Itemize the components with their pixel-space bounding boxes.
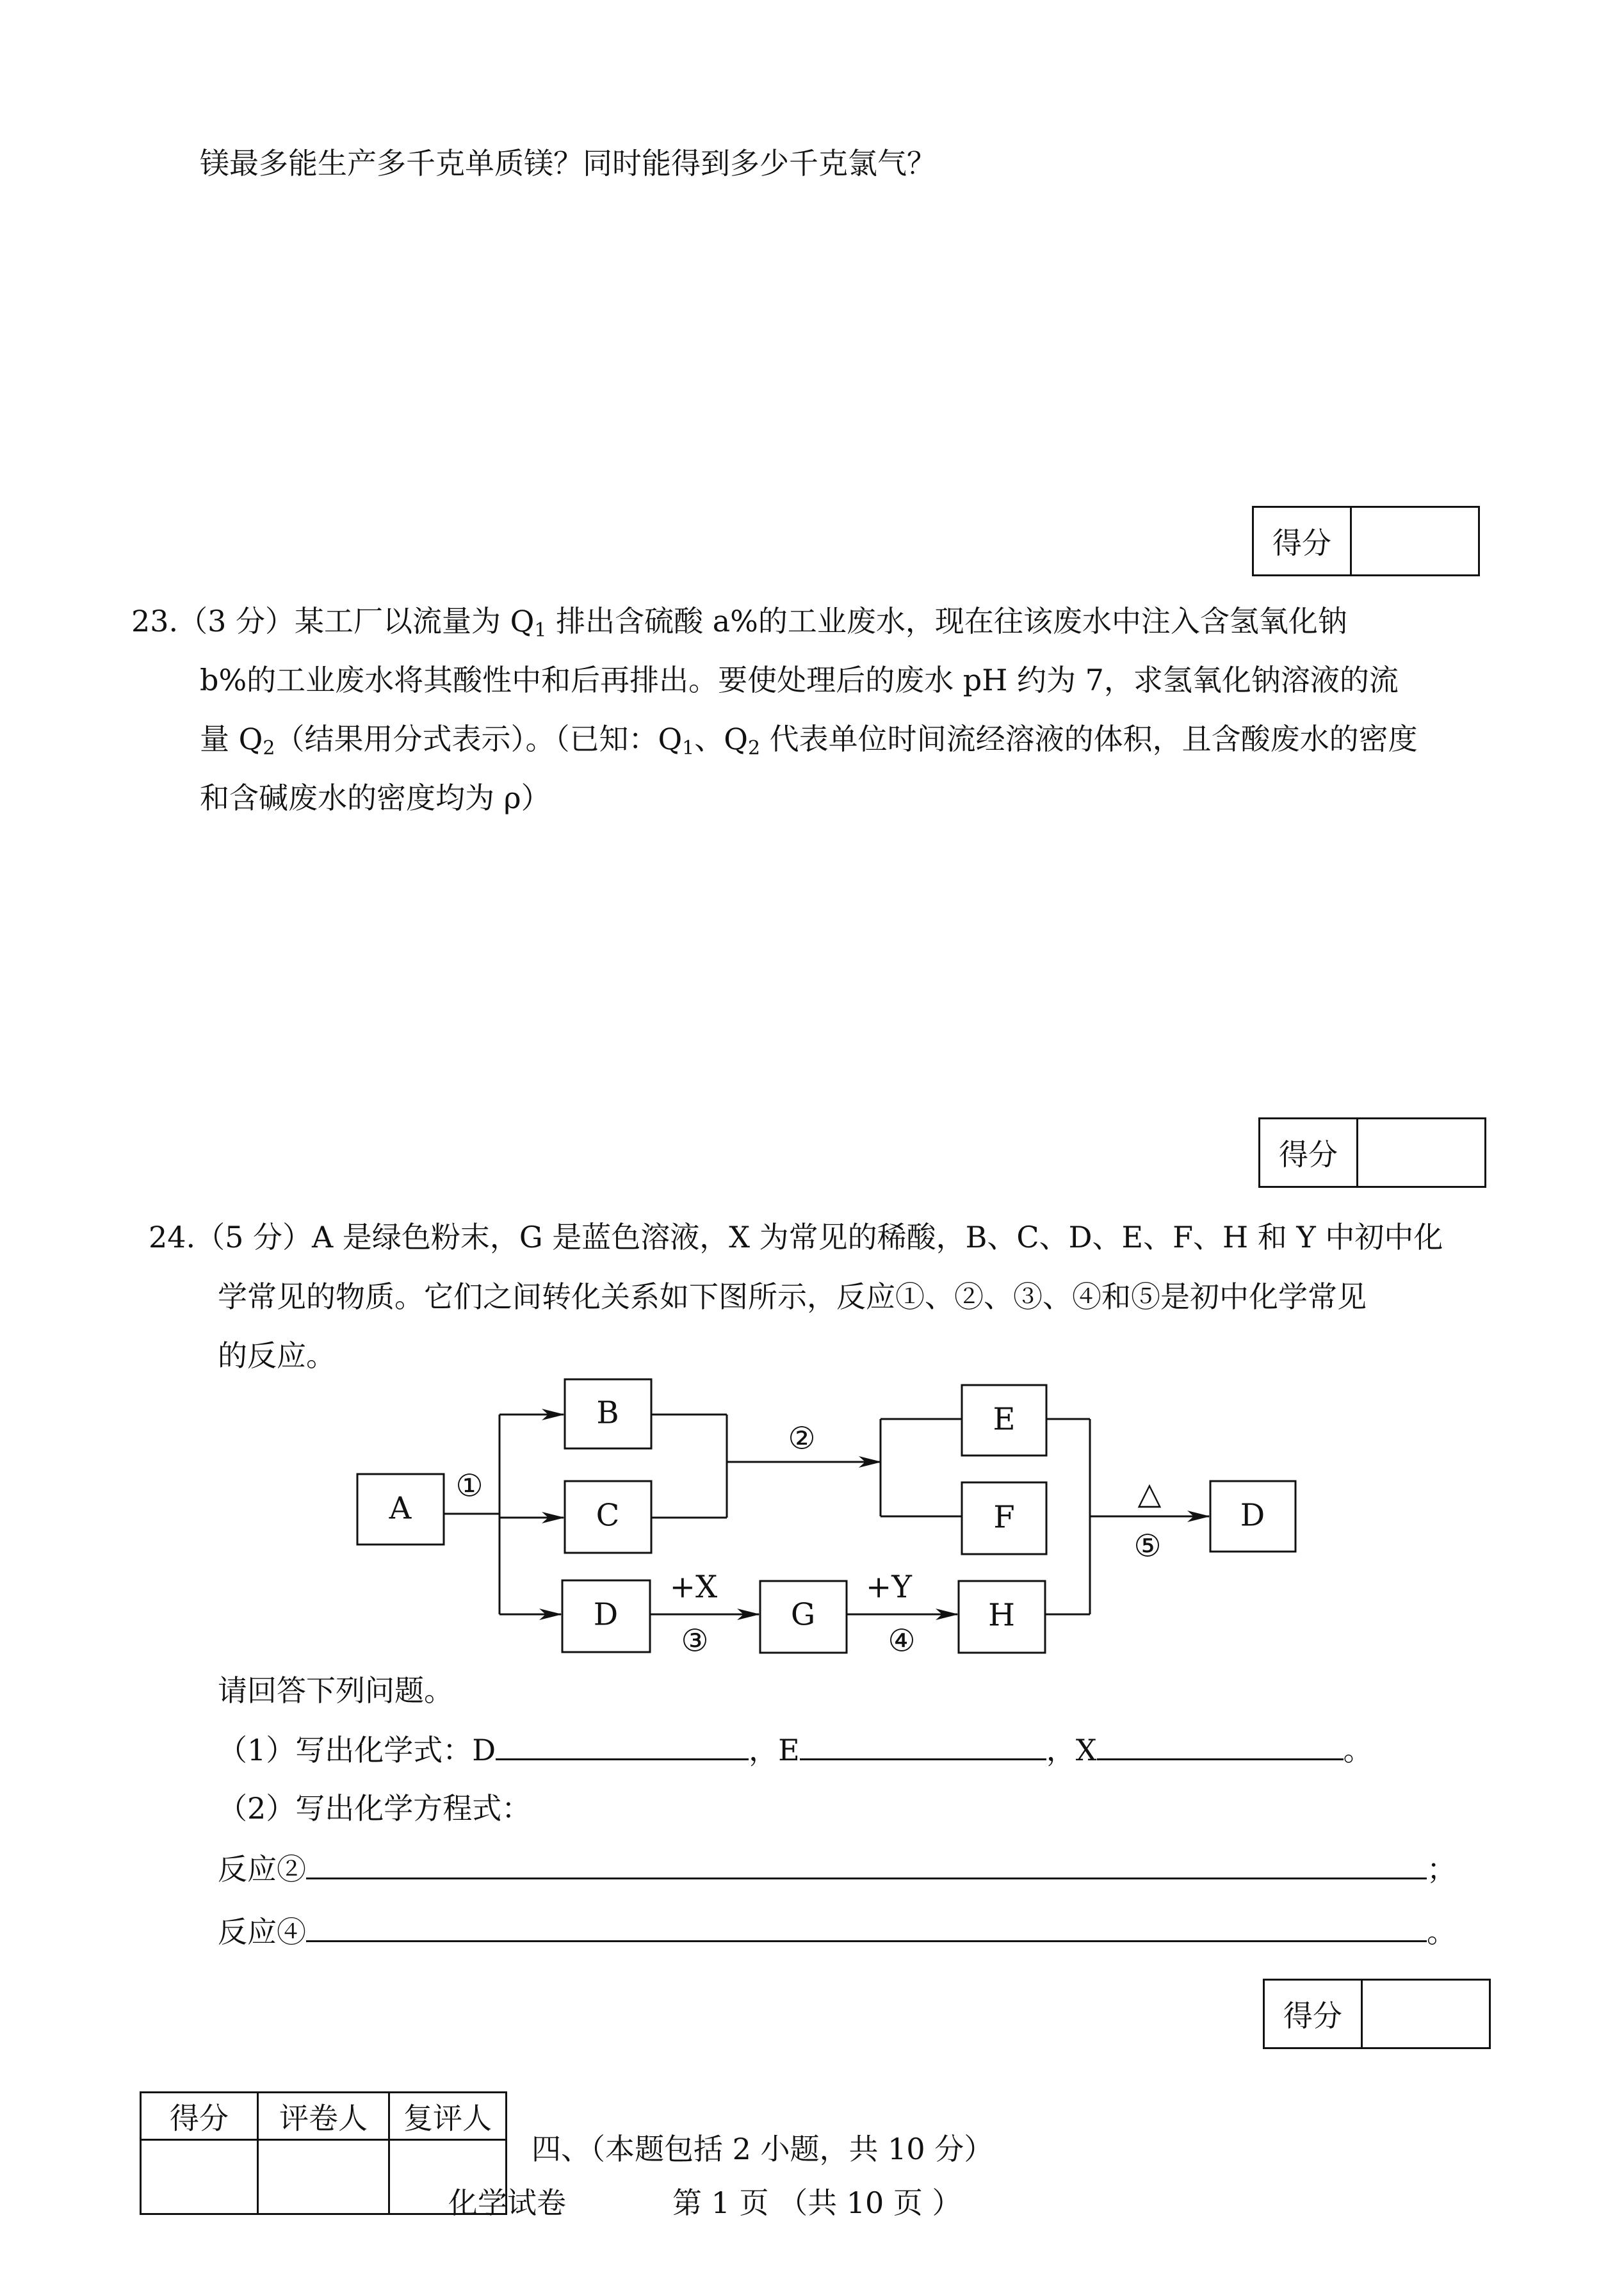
q22-tail-text: 镁最多能生产多千克单质镁？同时能得到多少千克氯气？ xyxy=(200,146,936,181)
reaction4-label: 反应④ xyxy=(218,1915,306,1949)
reaction2-label: 反应② xyxy=(218,1852,306,1886)
q23-line3-d: 代表单位时间流经溶液的体积，且含酸废水的密度 xyxy=(760,722,1418,756)
q23-line3-c: 、Q xyxy=(694,722,748,756)
q23-line3-b: （结果用分式表示）。（已知：Q xyxy=(275,722,683,756)
q24-line3: 的反应。 xyxy=(218,1338,336,1373)
footer-subject: 化学试卷 xyxy=(448,2186,566,2220)
plus-y-label: +Y xyxy=(866,1569,912,1605)
plus-x-label: +X xyxy=(669,1569,718,1605)
heat-symbol: △ xyxy=(1137,1475,1162,1512)
q23-sub-q1b: 1 xyxy=(682,737,695,759)
score-label: 得分 xyxy=(1265,1981,1363,2047)
grader-cell-grader[interactable] xyxy=(258,2140,389,2214)
score-value-cell[interactable] xyxy=(1363,1981,1489,2047)
q23-sub-q2: 2 xyxy=(263,737,275,759)
q23-line2: b%的工业废水将其酸性中和后再排出。要使处理后的废水 pH 约为 7，求氢氧化钠溶液的流 xyxy=(200,663,1399,697)
node-g-label: G xyxy=(790,1596,816,1633)
q24-line2: 学常见的物质。它们之间转化关系如下图所示，反应①、②、③、④和⑤是初中化学常见 xyxy=(218,1279,1367,1314)
grader-header-reviewer: 复评人 xyxy=(389,2093,507,2140)
reaction4-end: 。 xyxy=(1427,1915,1456,1949)
answer-blank-reaction4[interactable] xyxy=(306,1912,1427,1942)
answer-blank-reaction2[interactable] xyxy=(306,1849,1427,1879)
q23-line3-a: 量 Q xyxy=(200,722,263,756)
score-label: 得分 xyxy=(1254,508,1352,574)
node-d1-label: D xyxy=(593,1596,619,1633)
q24-part1-end: 。 xyxy=(1343,1733,1373,1767)
q24-prompt: 请回答下列问题。 xyxy=(218,1673,453,1708)
q24-reaction2 xyxy=(218,1849,1456,1888)
node-a-label: A xyxy=(389,1490,412,1527)
q24-reaction4 xyxy=(218,1912,1456,1951)
q24-part2: （2）写出化学方程式： xyxy=(218,1791,532,1826)
section4-title: 四、（本题包括 2 小题，共 10 分） xyxy=(532,2132,994,2166)
answer-blank-d[interactable] xyxy=(496,1730,749,1760)
answer-blank-e[interactable] xyxy=(800,1730,1046,1760)
answer-blank-x[interactable] xyxy=(1097,1730,1344,1760)
grader-cell-score[interactable] xyxy=(141,2140,258,2214)
node-b-label: B xyxy=(596,1395,619,1431)
q24-part1 xyxy=(218,1730,1373,1769)
grader-header-grader: 评卷人 xyxy=(258,2093,389,2140)
q23-line4: 和含碱废水的密度均为 ρ） xyxy=(200,781,551,815)
q24-part1-x: ，X xyxy=(1046,1733,1097,1767)
node-h-label: H xyxy=(988,1597,1015,1634)
q24-part1-label: （1）写出化学式：D xyxy=(218,1733,496,1767)
reaction-1-label: ① xyxy=(455,1468,483,1504)
grader-header-score: 得分 xyxy=(141,2093,258,2140)
reaction-3-label: ③ xyxy=(681,1623,709,1659)
q23-line1-a: 23.（3 分）某工厂以流量为 Q xyxy=(131,604,535,638)
q24-part1-e: ，E xyxy=(749,1733,800,1767)
reaction-4-label: ④ xyxy=(888,1623,916,1659)
node-c-label: C xyxy=(596,1497,620,1534)
score-label: 得分 xyxy=(1260,1119,1358,1186)
q23-line1-b: 排出含硫酸 a%的工业废水，现在往该废水中注入含氢氧化钠 xyxy=(546,604,1347,638)
q23-sub-q1: 1 xyxy=(534,619,547,642)
reaction-2-label: ② xyxy=(788,1420,816,1457)
footer-page: 第 1 页 （共 10 页 ） xyxy=(672,2186,962,2220)
node-d2-label: D xyxy=(1240,1497,1265,1534)
reaction-5-label: ⑤ xyxy=(1133,1528,1162,1564)
reaction2-end: ； xyxy=(1427,1852,1456,1886)
node-e-label: E xyxy=(993,1401,1016,1438)
q23-sub-q2b: 2 xyxy=(747,737,761,759)
q24-line1: 24.（5 分）A 是绿色粉末，G 是蓝色溶液，X 为常见的稀酸，B、C、D、E、F、H 和 Y 中初中化 xyxy=(149,1220,1443,1254)
score-box-section3 xyxy=(1263,1979,1491,2049)
node-f-label: F xyxy=(993,1499,1015,1536)
